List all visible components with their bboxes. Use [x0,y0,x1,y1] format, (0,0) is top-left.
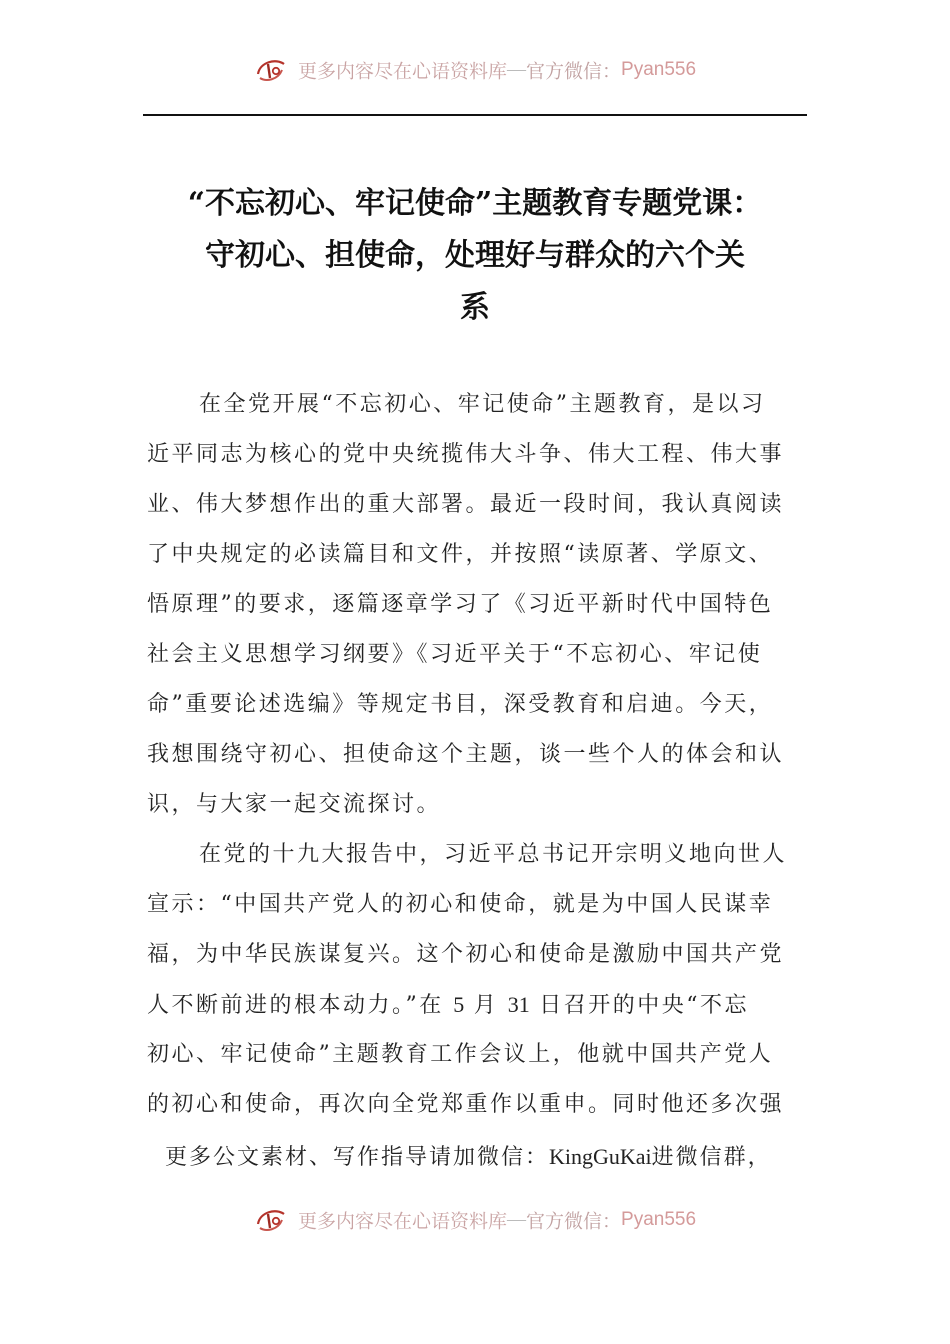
document-body [147,380,811,1130]
footer-watermark-id: Pyan556 [621,1209,697,1230]
footer-wechat-id: KingGuKai [549,1144,652,1169]
body-line-9: 识，与大家一起交流探讨。 [147,792,442,817]
body-line-6: 社会主义思想学习纲要》《习近平关于“不忘初心、牢记使 [147,642,763,667]
body-line-3: 业、伟大梦想作出的重大部署。最近一段时间，我认真阅读 [147,492,785,517]
body-line-12: 福，为中华民族谋复兴。这个初心和使命是激励中国共产党 [147,942,785,967]
body-line-13 [147,980,811,1030]
title-line-2: 守初心、担使命，处理好与群众的六个关 [205,238,745,273]
footer-watermark [0,1206,950,1234]
library-logo-icon [254,1206,288,1234]
body-line-14: 初心、牢记使命”主题教育工作会议上，他就中国共产党人 [147,1042,774,1067]
document-title [143,178,807,334]
footer-note [165,1135,772,1180]
body-line-8: 我想围绕守初心、担使命这个主题，谈一些个人的体会和认 [147,742,785,767]
body-line-2: 近平同志为核心的党中央统揽伟大斗争、伟大工程、伟大事 [147,442,785,467]
title-line-1: “不忘初心、牢记使命”主题教育专题党课： [187,186,763,221]
footer-watermark-text: 更多内容尽在心语资料库 [298,1210,508,1233]
body-line-13-a: 人不断前进的根本动力。”在 [147,993,444,1018]
body-line-15: 的初心和使命，再次向全党郑重作以重申。同时他还多次强 [147,1092,785,1117]
footer-watermark-suffix: 官方微信： [526,1210,622,1233]
watermark-text: 更多内容尽在心语资料库 [298,60,508,83]
watermark-id: Pyan556 [621,59,697,80]
body-line-4: 了中央规定的必读篇目和文件，并按照“读原著、学原文、 [147,542,774,567]
title-line-3: 系 [460,290,490,325]
body-line-7: 命”重要论述选编》等规定书目，深受教育和启迪。今天， [147,692,774,717]
body-line-13-c: 日召开的中央“不忘 [539,993,750,1018]
footer-prefix: 更多公文素材、写作指导请加微信： [165,1145,550,1170]
footer-watermark-separator: — [507,1209,527,1230]
watermark-separator: — [507,59,527,80]
body-line-13-month: 5 [453,992,465,1017]
body-line-10: 在党的十九大报告中，习近平总书记开宗明义地向世人 [199,842,788,867]
footer-suffix: 进微信群， [651,1145,772,1170]
header-divider [143,114,807,116]
body-line-11: 宣示：“中国共产党人的初心和使命，就是为中国人民谋幸 [147,892,774,917]
library-logo-icon [254,56,288,84]
header-watermark [0,56,950,84]
body-line-1: 在全党开展“不忘初心、牢记使命”主题教育，是以习 [199,392,766,417]
body-line-5: 悟原理”的要求，逐篇逐章学习了《习近平新时代中国特色 [147,592,774,617]
body-line-13-day: 31 [507,992,530,1017]
watermark-suffix: 官方微信： [526,60,622,83]
body-line-13-b: 月 [473,993,499,1018]
